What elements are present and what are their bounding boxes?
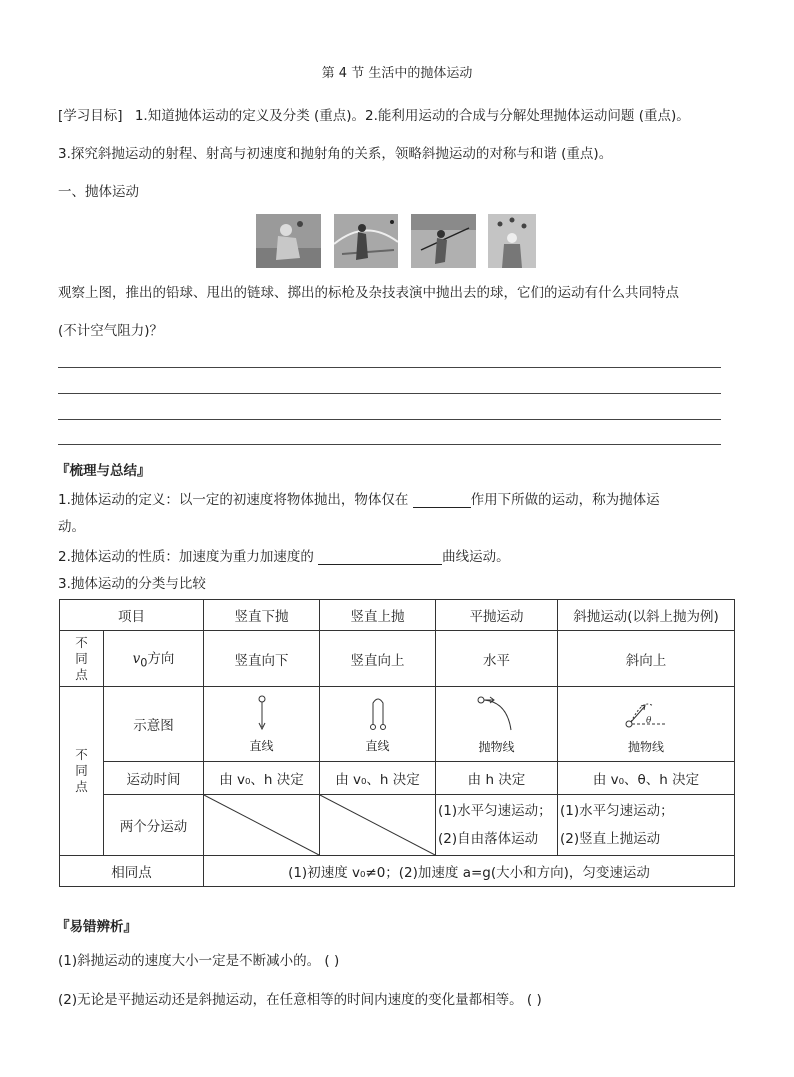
table-cell: 竖直向下 <box>204 631 320 687</box>
horizontal-projectile-diagram <box>475 694 519 732</box>
v0-direction-label: $v_0$方向 <box>104 631 204 687</box>
summary-item-1 <box>58 488 660 508</box>
error-item-2: (2)无论是平抛运动还是斜抛运动，在任意相等的时间内速度的变化量都相等。 ( ) <box>58 992 542 1008</box>
table-cell: 水平 <box>436 631 558 687</box>
components-label: 两个分运动 <box>104 795 204 856</box>
time-label: 运动时间 <box>104 762 204 795</box>
objectives-line-1 <box>58 104 690 124</box>
errors-heading: 『易错辨析』 <box>56 919 137 935</box>
diagram-caption: 抛物线 <box>478 739 515 754</box>
table-header-row <box>60 600 735 631</box>
vertical-up-diagram <box>366 695 390 731</box>
objectives-line-2: 3.探究斜抛运动的射程、射高与初速度和抛射角的关系，领略斜抛运动的对称与和谐 (重点)。 <box>58 146 613 162</box>
diff-label-2: 不 同 点 <box>60 687 104 856</box>
diagram-cell-oblique <box>558 687 735 762</box>
table-cell: 由 v₀、h 决定 <box>204 762 320 795</box>
summary-item-1-cont: 动。 <box>58 519 85 535</box>
same-value: (1)初速度 v₀≠0；(2)加速度 a=g(大小和方向)，匀变速运动 <box>204 856 735 887</box>
diagram-caption: 直线 <box>249 738 274 753</box>
shot-put-photo <box>256 214 321 268</box>
table-row-diagram <box>60 687 735 762</box>
comparison-table <box>59 599 735 887</box>
table-cell: 斜向上 <box>558 631 735 687</box>
diff-label-1: 不 同 点 <box>60 631 104 687</box>
summary-item-2 <box>58 545 510 565</box>
answer-line <box>58 444 721 445</box>
header-oblique: 斜抛运动(以斜上抛为例) <box>558 600 735 631</box>
javelin-photo <box>411 214 476 268</box>
answer-line <box>58 367 721 368</box>
diagram-label: 示意图 <box>104 687 204 762</box>
fill-blank[interactable] <box>413 493 471 508</box>
diagram-cell-up <box>320 687 436 762</box>
component-line: (2)自由落体运动 <box>438 831 539 847</box>
summary-item-2-text-b: 曲线运动。 <box>442 549 510 565</box>
diagram-caption: 直线 <box>365 738 390 753</box>
table-cell: 由 v₀、h 决定 <box>320 762 436 795</box>
table-row-time <box>60 762 735 795</box>
table-row-same <box>60 856 735 887</box>
summary-item-2-text-a: 2.抛体运动的性质：加速度为重力加速度的 <box>58 549 319 565</box>
table-row-components <box>60 795 735 856</box>
svg-text:θ: θ <box>646 715 652 726</box>
components-oblique <box>558 795 735 856</box>
components-horizontal <box>436 795 558 856</box>
answer-line <box>58 419 721 420</box>
header-item: 项目 <box>60 600 204 631</box>
fill-blank[interactable] <box>318 550 442 565</box>
diagram-caption: 抛物线 <box>627 739 664 754</box>
component-line: (1)水平匀速运动； <box>438 803 552 819</box>
summary-item-1-text-a: 1.抛体运动的定义：以一定的初速度将物体抛出，物体仅在 <box>58 492 413 508</box>
empty-cell-up <box>320 795 436 856</box>
empty-cell-down <box>204 795 320 856</box>
error-item-1: (1)斜抛运动的速度大小一定是不断减小的。 ( ) <box>58 953 340 969</box>
table-cell: 由 h 决定 <box>436 762 558 795</box>
summary-item-3: 3.抛体运动的分类与比较 <box>58 576 206 592</box>
header-vertical-down: 竖直下抛 <box>204 600 320 631</box>
table-cell: 竖直向上 <box>320 631 436 687</box>
hammer-throw-photo <box>334 214 398 268</box>
component-line: (2)竖直上抛运动 <box>560 831 661 847</box>
header-vertical-up: 竖直上抛 <box>320 600 436 631</box>
v0-direction-label-text: 方向 <box>147 651 175 668</box>
summary-item-1-text-b: 作用下所做的运动，称为抛体运 <box>470 492 660 508</box>
same-label: 相同点 <box>60 856 204 887</box>
juggling-photo <box>488 214 536 268</box>
diagonal-slash <box>204 795 319 855</box>
diagram-cell-horizontal <box>436 687 558 762</box>
table-row-v0 <box>60 631 735 687</box>
summary-heading: 『梳理与总结』 <box>56 463 151 479</box>
vertical-down-diagram <box>252 695 272 731</box>
header-horizontal: 平抛运动 <box>436 600 558 631</box>
observation-question-2: (不计空气阻力)？ <box>58 323 164 339</box>
oblique-projectile-diagram <box>621 694 671 732</box>
page-title: 第 4 节 生活中的抛体运动 <box>321 66 473 81</box>
answer-line <box>58 393 721 394</box>
objectives-text-1: 1.知道抛体运动的定义及分类 (重点)。2.能利用运动的合成与分解处理抛体运动问题 (重点)。 <box>134 108 690 124</box>
diagram-cell-down <box>204 687 320 762</box>
section-heading: 一、抛体运动 <box>58 184 139 200</box>
component-line: (1)水平匀速运动； <box>560 803 674 819</box>
diagonal-slash <box>320 795 435 855</box>
observation-question-1: 观察上图，推出的铅球、甩出的链球、掷出的标枪及杂技表演中抛出去的球，它们的运动有什么共同特点 <box>58 285 679 301</box>
objectives-tag: [学习目标] <box>58 108 123 124</box>
table-cell: 由 v₀、θ、h 决定 <box>558 762 735 795</box>
